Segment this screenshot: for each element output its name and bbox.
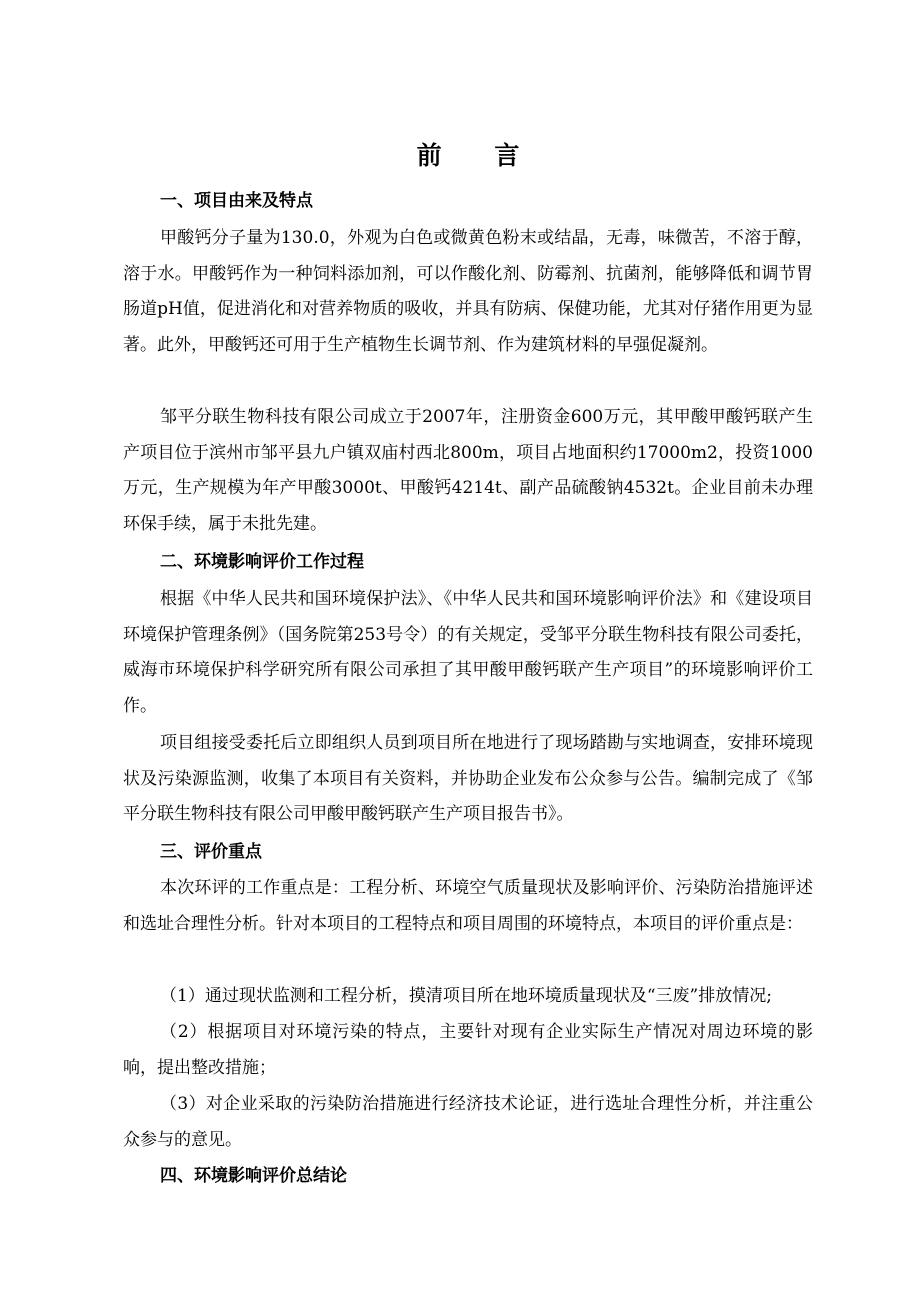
section-1-paragraph-1: 甲酸钙分子量为130.0，外观为白色或微黄色粉末或结晶，无毒，味微苦，不溶于醇，溶于水。甲酸钙作为一种饲料添加剂，可以作酸化剂、防霉剂、抗菌剂，能够降低和调节胃肠道pH值，促进消化和对营养物质的吸收，并具有防病、保健功能，尤其对仔猪作用更为显著。此外，甲酸钙还可用于生产植物生长调节剂、作为建筑材料的早强促凝剂。: [123, 228, 813, 356]
section-heading-2: 二、环境影响评价工作过程: [160, 552, 364, 572]
section-3-item-3: （3）对企业采取的污染防治措施进行经济技术论证，进行选址合理性分析，并注重公众参与的意见。: [123, 1094, 813, 1150]
section-1-paragraph-2: 邹平分联生物科技有限公司成立于2007年，注册资金600万元，其甲酸甲酸钙联产生产项目位于滨州市邹平县九户镇双庙村西北800m，项目占地面积约17000m2，投资1000万元，生产规模为年产甲酸3000t、甲酸钙4214t、副产品硫酸钠4532t。企业目前未办理环保手续，属于未批先建。: [123, 407, 813, 535]
section-2-paragraph-2: 项目组接受委托后立即组织人员到项目所在地进行了现场踏勘与实地调查，安排环境现状及污染源监测，收集了本项目有关资料，并协助企业发布公众参与公告。编制完成了《邹平分联生物科技有限公司甲酸甲酸钙联产生产项目报告书》。: [123, 733, 813, 825]
section-heading-1: 一、项目由来及特点: [160, 191, 313, 211]
section-2-paragraph-1: 根据《中华人民共和国环境保护法》、《中华人民共和国环境影响评价法》和《建设项目环境保护管理条例》（国务院第253号令）的有关规定，受邹平分联生物科技有限公司委托，威海市环境保护科学研究所有限公司承担了其甲酸甲酸钙联产生产项目”的环境影响评价工作。: [123, 589, 813, 717]
page-title: 前 言: [416, 141, 542, 170]
section-3-item-2: （2）根据项目对环境污染的特点，主要针对现有企业实际生产情况对周边环境的影响，提出整改措施；: [123, 1022, 813, 1078]
section-3-item-1: （1）通过现状监测和工程分析，摸清项目所在地环境质量现状及“三废”排放情况;: [160, 986, 772, 1006]
section-heading-4: 四、环境影响评价总结论: [160, 1166, 347, 1186]
section-heading-3: 三、评价重点: [160, 842, 262, 862]
section-3-paragraph-1: 本次环评的工作重点是：工程分析、环境空气质量现状及影响评价、污染防治措施评述和选址合理性分析。针对本项目的工程特点和项目周围的环境特点，本项目的评价重点是：: [123, 878, 813, 934]
